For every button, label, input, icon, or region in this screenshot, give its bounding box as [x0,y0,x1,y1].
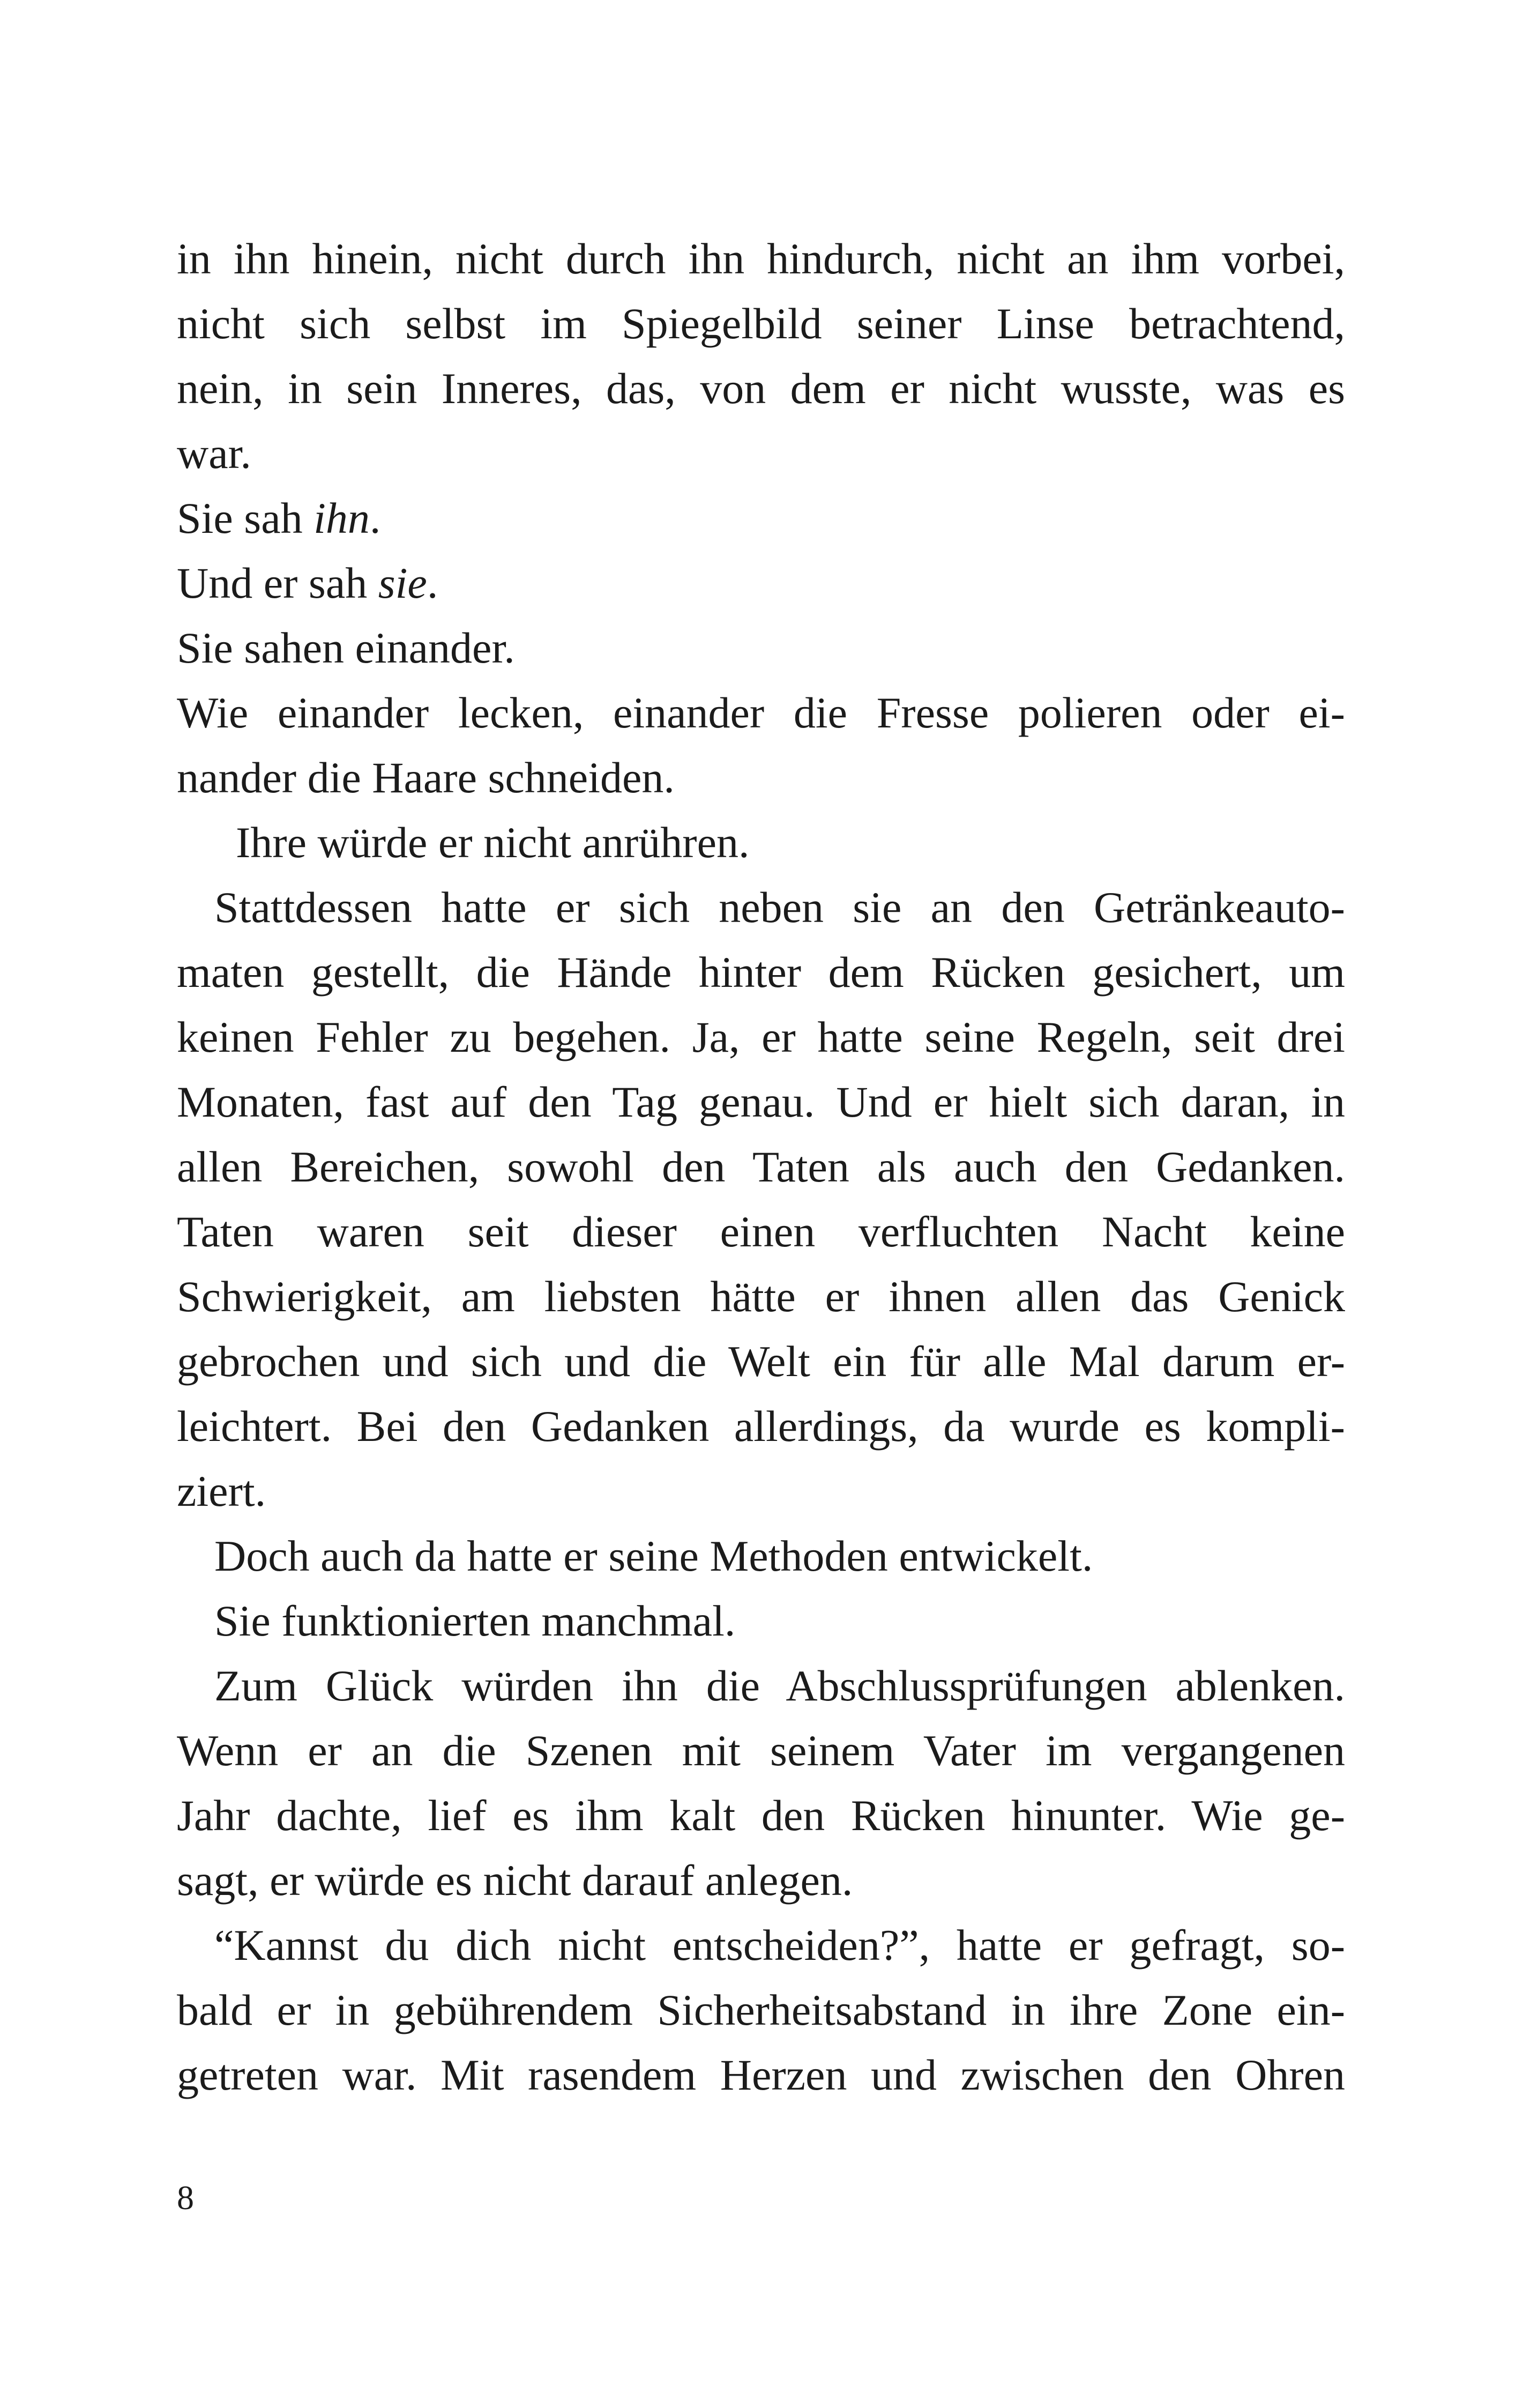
text-line: nein, in sein Inneres, das, von dem er nicht wusste, was es [177,364,1345,413]
text-line: Schwierigkeit, am liebsten hätte er ihnen allen das Genick [177,1272,1345,1321]
text-line: Sie sahen einander. [177,623,515,672]
text-segment: Sie sah [177,494,314,542]
emphasis-him: ihn [313,494,370,542]
text-line: maten gestellt, die Hände hinter dem Rücken gesichert, um [177,948,1345,997]
text-line: Stattdessen hatte er sich neben sie an den Getränkeauto- [214,883,1345,932]
text-line: allen Bereichen, sowohl den Taten als auch den Gedanken. [177,1142,1345,1191]
text-line: Sie funktionierten manchmal. [214,1596,736,1645]
text-line: sagt, er würde es nicht darauf anlegen. [177,1856,853,1905]
text-line: getreten war. Mit rasendem Herzen und zwischen den Ohren [177,2050,1345,2099]
text-line: nicht sich selbst im Spiegelbild seiner Linse betrachtend, [177,299,1345,348]
text-segment: . [427,559,438,607]
text-line: in ihn hinein, nicht durch ihn hindurch, nicht an ihm vorbei, [177,234,1345,283]
text-line: gebrochen und sich und die Welt ein für alle Mal darum er- [177,1337,1345,1386]
text-line: Doch auch da hatte er seine Methoden entwickelt. [214,1532,1093,1580]
text-line: keinen Fehler zu begehen. Ja, er hatte seine Regeln, seit drei [177,1013,1345,1061]
text-line: Monaten, fast auf den Tag genau. Und er hielt sich daran, in [177,1077,1345,1126]
text-line: Wenn er an die Szenen mit seinem Vater im vergangenen [177,1726,1345,1775]
text-segment: . [369,494,381,542]
text-line: “Kannst du dich nicht entscheiden?”, hatte er gefragt, so- [214,1921,1345,1969]
text-line: Jahr dachte, lief es ihm kalt den Rücken hinunter. Wie ge- [177,1791,1345,1840]
text-segment: Und er sah [177,559,378,607]
text-line-she-saw-him [177,486,1345,551]
text-line: leichtert. Bei den Gedanken allerdings, da wurde es kompli- [177,1402,1345,1451]
body-text [177,226,1345,2107]
text-line: Wie einander lecken, einander die Fresse polieren oder ei- [177,688,1345,737]
text-line-he-saw-her [177,551,1345,615]
text-line: Taten waren seit dieser einen verfluchten Nacht keine [177,1207,1345,1256]
emphasis-her: sie [378,559,427,607]
text-line: Zum Glück würden ihn die Abschlussprüfungen ablenken. [214,1661,1345,1710]
text-line: ziert. [177,1467,266,1515]
text-line: bald er in gebührendem Sicherheitsabstand in ihre Zone ein- [177,1986,1345,2034]
text-line: war. [177,429,251,478]
text-line: nander die Haare schneiden. [177,753,675,802]
page-number: 8 [177,2179,194,2217]
text-line: Ihre würde er nicht anrühren. [236,818,750,867]
